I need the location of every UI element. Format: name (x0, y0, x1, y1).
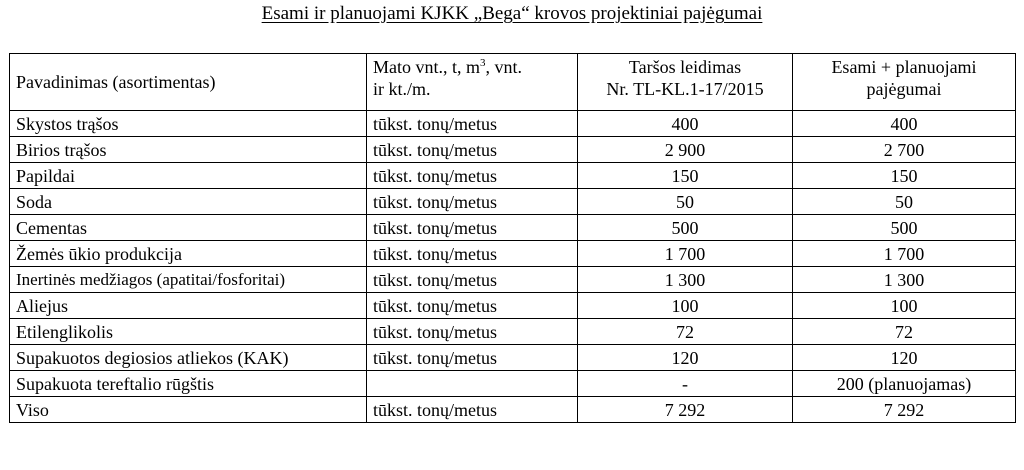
cell-name: Žemės ūkio produkcija (10, 241, 367, 267)
table-row (10, 267, 1016, 293)
cell-capacity: 200 (planuojamas) (793, 371, 1016, 397)
cell-unit (367, 371, 578, 397)
cell-unit: tūkst. tonų/metus (367, 215, 578, 241)
table-row (10, 137, 1016, 163)
header-permit-line1: Taršos leidimas (628, 57, 742, 77)
table-row (10, 111, 1016, 137)
cell-name: Supakuota tereftalio rūgštis (10, 371, 367, 397)
total-capacity: 7 292 (793, 397, 1016, 423)
cell-permit: 100 (578, 293, 793, 319)
capacity-table (9, 53, 1016, 423)
cell-name: Soda (10, 189, 367, 215)
cell-permit: 50 (578, 189, 793, 215)
cell-name: Birios trąšos (10, 137, 367, 163)
cell-capacity: 400 (793, 111, 1016, 137)
table-row (10, 189, 1016, 215)
header-unit-superscript: 3 (480, 57, 486, 69)
header-name: Pavadinimas (asortimentas) (10, 54, 367, 111)
cell-permit: 400 (578, 111, 793, 137)
header-permit (578, 54, 793, 111)
cell-permit: 1 300 (578, 267, 793, 293)
document-title: Esami ir planuojami KJKK „Bega“ krovos projektiniai pajėgumai (261, 3, 763, 24)
table-row (10, 293, 1016, 319)
table-row (10, 345, 1016, 371)
table-row (10, 241, 1016, 267)
header-permit-line2: Nr. TL-KL.1-17/2015 (606, 79, 764, 99)
cell-name: Skystos trąšos (10, 111, 367, 137)
table-row (10, 319, 1016, 345)
cell-name: Inertinės medžiagos (apatitai/fosforitai) (10, 267, 367, 293)
total-permit: 7 292 (578, 397, 793, 423)
cell-name: Supakuotos degiosios atliekos (KAK) (10, 345, 367, 371)
cell-permit: - (578, 371, 793, 397)
cell-capacity: 100 (793, 293, 1016, 319)
total-name: Viso (10, 397, 367, 423)
header-unit-text: Mato vnt., t, m (373, 57, 480, 77)
header-unit-text-post: , vnt. (485, 57, 523, 77)
table-row (10, 163, 1016, 189)
cell-capacity: 72 (793, 319, 1016, 345)
total-row (10, 397, 1016, 423)
cell-unit: tūkst. tonų/metus (367, 189, 578, 215)
cell-capacity: 2 700 (793, 137, 1016, 163)
header-unit (367, 54, 578, 111)
header-capacity (793, 54, 1016, 111)
header-capacity-line2: pajėgumai (866, 79, 942, 99)
cell-unit: tūkst. tonų/metus (367, 293, 578, 319)
cell-name: Etilenglikolis (10, 319, 367, 345)
cell-name: Papildai (10, 163, 367, 189)
table-header-row (10, 54, 1016, 111)
cell-capacity: 50 (793, 189, 1016, 215)
cell-capacity: 500 (793, 215, 1016, 241)
table-row (10, 371, 1016, 397)
cell-name: Cementas (10, 215, 367, 241)
cell-unit: tūkst. tonų/metus (367, 137, 578, 163)
cell-capacity: 1 300 (793, 267, 1016, 293)
cell-permit: 120 (578, 345, 793, 371)
cell-unit: tūkst. tonų/metus (367, 345, 578, 371)
cell-capacity: 1 700 (793, 241, 1016, 267)
total-unit: tūkst. tonų/metus (367, 397, 578, 423)
header-unit-line1 (373, 56, 571, 78)
cell-name: Aliejus (10, 293, 367, 319)
cell-unit: tūkst. tonų/metus (367, 111, 578, 137)
cell-capacity: 120 (793, 345, 1016, 371)
table-row (10, 215, 1016, 241)
cell-unit: tūkst. tonų/metus (367, 241, 578, 267)
cell-permit: 1 700 (578, 241, 793, 267)
cell-unit: tūkst. tonų/metus (367, 319, 578, 345)
header-capacity-line1: Esami + planuojami (831, 57, 977, 77)
cell-permit: 72 (578, 319, 793, 345)
cell-capacity: 150 (793, 163, 1016, 189)
cell-unit: tūkst. tonų/metus (367, 163, 578, 189)
cell-permit: 500 (578, 215, 793, 241)
cell-unit: tūkst. tonų/metus (367, 267, 578, 293)
cell-permit: 2 900 (578, 137, 793, 163)
header-unit-line2: ir kt./m. (373, 79, 431, 99)
cell-permit: 150 (578, 163, 793, 189)
